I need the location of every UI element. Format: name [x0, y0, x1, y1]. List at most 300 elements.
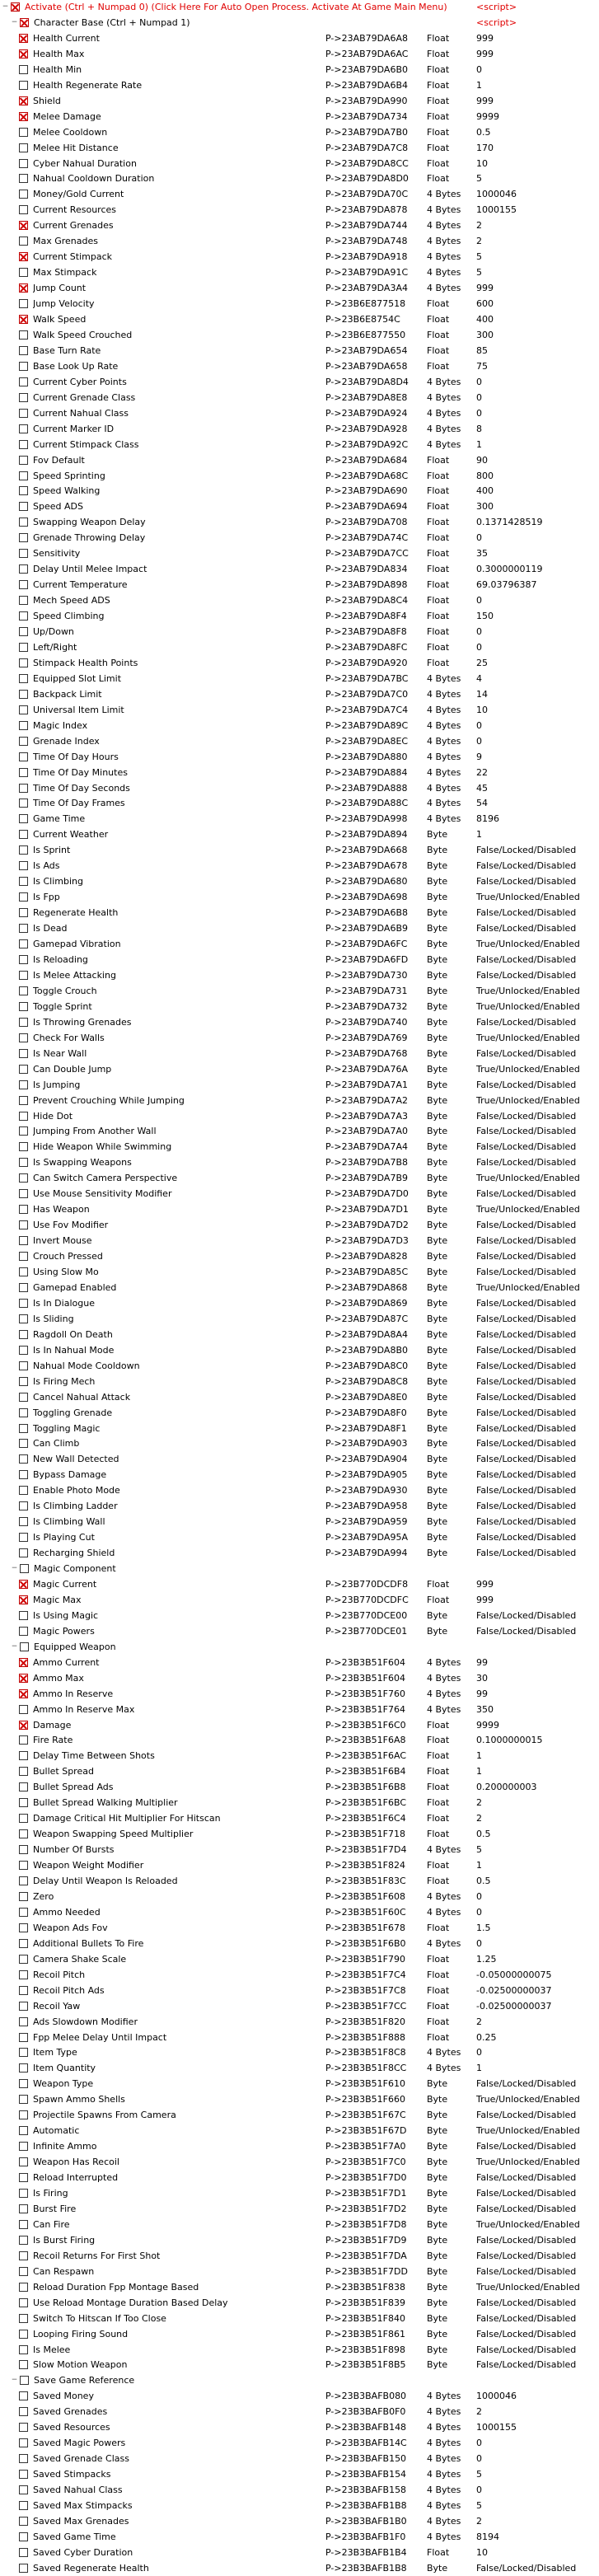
inactive-checkbox[interactable] — [19, 2283, 28, 2292]
table-row[interactable] — [0, 78, 599, 93]
table-row[interactable] — [0, 1155, 599, 1170]
row-value[interactable]: True/Unlocked/Enabled — [476, 2281, 580, 2293]
row-value[interactable]: 350 — [476, 1703, 494, 1715]
row-value[interactable]: -0.02500000037 — [476, 1984, 552, 1996]
table-row[interactable] — [0, 766, 599, 780]
inactive-checkbox[interactable] — [19, 1705, 28, 1714]
inactive-checkbox[interactable] — [19, 549, 28, 558]
inactive-checkbox[interactable] — [19, 2314, 28, 2323]
row-value[interactable]: 300 — [476, 501, 494, 513]
table-row[interactable] — [0, 984, 599, 999]
inactive-checkbox[interactable] — [19, 2345, 28, 2354]
row-value[interactable]: 999 — [476, 48, 494, 59]
row-value[interactable]: False/Locked/Disabled — [476, 1375, 577, 1387]
row-value[interactable]: False/Locked/Disabled — [476, 1141, 577, 1153]
row-value[interactable]: False/Locked/Disabled — [476, 2562, 577, 2574]
inactive-checkbox[interactable] — [19, 2142, 28, 2151]
table-row[interactable] — [0, 796, 599, 811]
inactive-checkbox[interactable] — [19, 643, 28, 652]
table-row[interactable] — [0, 953, 599, 967]
table-row[interactable] — [0, 1109, 599, 1124]
active-checkbox[interactable] — [19, 1658, 28, 1667]
collapse-toggle-icon[interactable]: − — [11, 17, 18, 26]
table-row[interactable] — [0, 1421, 599, 1436]
table-row[interactable] — [0, 2077, 599, 2091]
table-row[interactable] — [0, 593, 599, 608]
row-value[interactable]: <script> — [476, 16, 517, 28]
inactive-checkbox[interactable] — [19, 65, 28, 74]
inactive-checkbox[interactable] — [19, 1189, 28, 1198]
inactive-checkbox[interactable] — [19, 1252, 28, 1261]
inactive-checkbox[interactable] — [19, 486, 28, 495]
row-value[interactable]: 0 — [476, 595, 482, 607]
table-row[interactable] — [0, 2296, 599, 2311]
table-row[interactable] — [0, 906, 599, 920]
inactive-checkbox[interactable] — [19, 2079, 28, 2088]
table-row[interactable] — [0, 1375, 599, 1389]
table-row[interactable] — [0, 2155, 599, 2170]
table-row[interactable] — [0, 827, 599, 842]
row-value[interactable]: True/Unlocked/Enabled — [476, 2157, 580, 2168]
row-value[interactable]: 800 — [476, 470, 494, 481]
row-value[interactable]: 0 — [476, 719, 482, 731]
table-row[interactable] — [0, 2030, 599, 2045]
row-value[interactable]: 75 — [476, 360, 488, 372]
table-row[interactable] — [0, 203, 599, 218]
table-row[interactable] — [0, 1249, 599, 1264]
table-row[interactable] — [0, 2546, 599, 2560]
inactive-checkbox[interactable] — [19, 533, 28, 542]
table-row[interactable] — [0, 2311, 599, 2326]
inactive-checkbox[interactable] — [19, 1782, 28, 1791]
inactive-checkbox[interactable] — [19, 1986, 28, 1995]
table-row[interactable] — [0, 546, 599, 561]
row-value[interactable]: 99 — [476, 1656, 488, 1668]
inactive-checkbox[interactable] — [19, 1173, 28, 1183]
row-value[interactable]: False/Locked/Disabled — [476, 2344, 577, 2355]
row-value[interactable]: True/Unlocked/Enabled — [476, 1204, 580, 1215]
table-row[interactable] — [0, 1921, 599, 1936]
row-value[interactable]: 22 — [476, 766, 488, 778]
active-checkbox[interactable] — [19, 221, 28, 230]
inactive-checkbox[interactable] — [19, 1533, 28, 1542]
row-value[interactable]: True/Unlocked/Enabled — [476, 2218, 580, 2230]
inactive-checkbox[interactable] — [19, 1112, 28, 1121]
table-row[interactable] — [0, 687, 599, 702]
inactive-checkbox[interactable] — [19, 2189, 28, 2198]
table-row[interactable] — [0, 1952, 599, 1967]
inactive-checkbox[interactable] — [19, 1548, 28, 1557]
inactive-checkbox[interactable] — [19, 2126, 28, 2135]
table-row[interactable] — [0, 438, 599, 452]
table-row[interactable] — [0, 1640, 599, 1655]
inactive-checkbox[interactable] — [19, 752, 28, 761]
row-value[interactable]: 999 — [476, 95, 494, 106]
inactive-checkbox[interactable] — [19, 1283, 28, 1292]
inactive-checkbox[interactable] — [19, 1236, 28, 1245]
table-row[interactable] — [0, 157, 599, 171]
row-value[interactable]: 5 — [476, 251, 482, 263]
inactive-checkbox[interactable] — [19, 1424, 28, 1433]
row-value[interactable]: 150 — [476, 611, 494, 621]
row-value[interactable]: 1000046 — [476, 2391, 517, 2402]
inactive-checkbox[interactable] — [19, 2204, 28, 2213]
inactive-checkbox[interactable] — [19, 939, 28, 948]
row-value[interactable]: 0 — [476, 2485, 482, 2495]
row-value[interactable]: 400 — [476, 485, 494, 497]
table-row[interactable] — [0, 2015, 599, 2030]
inactive-checkbox[interactable] — [19, 299, 28, 308]
row-value[interactable]: True/Unlocked/Enabled — [476, 1000, 580, 1012]
active-checkbox[interactable] — [11, 2, 20, 12]
table-row[interactable] — [0, 2061, 599, 2076]
inactive-checkbox[interactable] — [19, 1939, 28, 1948]
inactive-checkbox[interactable] — [19, 596, 28, 605]
table-row[interactable] — [0, 1733, 599, 1748]
table-row[interactable] — [0, 874, 599, 889]
inactive-checkbox[interactable] — [19, 2517, 28, 2526]
inactive-checkbox[interactable] — [19, 955, 28, 964]
row-value[interactable]: False/Locked/Disabled — [476, 969, 577, 981]
row-value[interactable]: False/Locked/Disabled — [476, 2250, 577, 2261]
table-row[interactable] — [0, 515, 599, 530]
inactive-checkbox[interactable] — [19, 1126, 28, 1136]
table-row[interactable] — [0, 1406, 599, 1421]
inactive-checkbox[interactable] — [19, 2002, 28, 2011]
inactive-checkbox[interactable] — [19, 2063, 28, 2073]
row-value[interactable]: 54 — [476, 798, 488, 809]
table-row[interactable] — [0, 250, 599, 265]
inactive-checkbox[interactable] — [19, 409, 28, 418]
row-value[interactable]: True/Unlocked/Enabled — [476, 892, 580, 903]
table-row[interactable] — [0, 1296, 599, 1311]
table-row[interactable] — [0, 2265, 599, 2279]
inactive-checkbox[interactable] — [19, 2501, 28, 2510]
active-checkbox[interactable] — [19, 315, 28, 324]
inactive-checkbox[interactable] — [19, 1033, 28, 1042]
inactive-checkbox[interactable] — [19, 1627, 28, 1636]
table-row[interactable] — [0, 2233, 599, 2248]
table-row[interactable] — [0, 312, 599, 327]
table-row[interactable] — [0, 469, 599, 484]
table-row[interactable] — [0, 1827, 599, 1842]
table-row[interactable] — [0, 1999, 599, 2014]
row-value[interactable]: 8 — [476, 423, 482, 434]
inactive-checkbox[interactable] — [19, 674, 28, 683]
inactive-checkbox[interactable] — [19, 830, 28, 839]
inactive-checkbox[interactable] — [19, 1751, 28, 1760]
table-row[interactable] — [0, 1343, 599, 1358]
table-row[interactable] — [0, 1687, 599, 1702]
row-value[interactable]: 0.5 — [476, 1876, 491, 1886]
inactive-checkbox[interactable] — [19, 1486, 28, 1495]
table-row[interactable] — [0, 187, 599, 202]
table-row[interactable] — [0, 1858, 599, 1873]
table-row[interactable] — [0, 1218, 599, 1233]
row-value[interactable]: 0.5 — [476, 1829, 491, 1840]
active-checkbox[interactable] — [19, 96, 28, 105]
table-row[interactable] — [0, 640, 599, 655]
table-row[interactable] — [0, 499, 599, 514]
inactive-checkbox[interactable] — [19, 456, 28, 465]
row-value[interactable]: -0.05000000075 — [476, 1969, 552, 1980]
inactive-checkbox[interactable] — [19, 502, 28, 511]
row-value[interactable]: False/Locked/Disabled — [476, 860, 577, 872]
table-row[interactable] — [0, 2373, 599, 2388]
row-value[interactable]: False/Locked/Disabled — [476, 1297, 577, 1309]
row-value[interactable]: False/Locked/Disabled — [476, 1267, 577, 1277]
inactive-checkbox[interactable] — [19, 1955, 28, 1964]
table-row[interactable] — [0, 656, 599, 671]
inactive-checkbox[interactable] — [19, 2251, 28, 2260]
row-value[interactable]: False/Locked/Disabled — [476, 2188, 577, 2199]
row-value[interactable]: 999 — [476, 1578, 494, 1590]
row-value[interactable]: 30 — [476, 1672, 488, 1684]
active-checkbox[interactable] — [19, 112, 28, 121]
table-row[interactable] — [0, 1031, 599, 1046]
row-value[interactable]: 1 — [476, 1860, 482, 1871]
inactive-checkbox[interactable] — [19, 705, 28, 714]
row-value[interactable]: 1 — [476, 2063, 482, 2074]
table-row[interactable] — [0, 2186, 599, 2201]
table-row[interactable] — [0, 1062, 599, 1077]
row-value[interactable]: 0.1000000015 — [476, 1735, 543, 1746]
table-row[interactable] — [0, 1671, 599, 1686]
inactive-checkbox[interactable] — [19, 143, 28, 152]
row-value[interactable]: <script> — [476, 2, 517, 12]
table-row[interactable] — [0, 1000, 599, 1014]
inactive-checkbox[interactable] — [19, 1439, 28, 1448]
table-row[interactable] — [0, 1015, 599, 1030]
table-row[interactable] — [0, 921, 599, 936]
row-value[interactable]: 0 — [476, 2453, 482, 2465]
table-row[interactable] — [0, 1703, 599, 1717]
inactive-checkbox[interactable] — [19, 471, 28, 480]
inactive-checkbox[interactable] — [19, 2454, 28, 2463]
row-value[interactable]: 85 — [476, 344, 488, 356]
inactive-checkbox[interactable] — [19, 2532, 28, 2541]
table-row[interactable] — [0, 2092, 599, 2107]
inactive-checkbox[interactable] — [19, 128, 28, 137]
row-value[interactable]: 1 — [476, 1766, 482, 1777]
inactive-checkbox[interactable] — [19, 658, 28, 667]
inactive-checkbox[interactable] — [19, 1970, 28, 1979]
row-value[interactable]: 0 — [476, 532, 482, 544]
row-value[interactable]: False/Locked/Disabled — [476, 845, 577, 856]
table-row[interactable] — [0, 1187, 599, 1201]
inactive-checkbox[interactable] — [19, 346, 28, 355]
table-row[interactable] — [0, 2436, 599, 2451]
table-row[interactable] — [0, 2405, 599, 2419]
table-row[interactable] — [0, 422, 599, 437]
inactive-checkbox[interactable] — [20, 1642, 29, 1651]
inactive-checkbox[interactable] — [19, 2423, 28, 2432]
row-value[interactable]: False/Locked/Disabled — [476, 876, 577, 888]
inactive-checkbox[interactable] — [19, 2236, 28, 2245]
row-value[interactable]: -0.02500000037 — [476, 2000, 552, 2012]
row-value[interactable]: 0 — [476, 735, 482, 747]
row-value[interactable]: 0 — [476, 1906, 482, 1918]
row-value[interactable]: True/Unlocked/Enabled — [476, 2094, 580, 2105]
table-row[interactable] — [0, 47, 599, 62]
table-row[interactable] — [0, 391, 599, 405]
row-value[interactable]: 45 — [476, 782, 488, 794]
inactive-checkbox[interactable] — [19, 393, 28, 402]
table-row[interactable] — [0, 2280, 599, 2295]
inactive-checkbox[interactable] — [19, 174, 28, 183]
table-row[interactable] — [0, 1764, 599, 1779]
inactive-checkbox[interactable] — [19, 1829, 28, 1838]
table-row[interactable] — [0, 1281, 599, 1295]
table-row[interactable] — [0, 1124, 599, 1139]
row-value[interactable]: 0.1371428519 — [476, 517, 543, 528]
row-value[interactable]: 5 — [476, 2500, 482, 2511]
inactive-checkbox[interactable] — [19, 159, 28, 168]
inactive-checkbox[interactable] — [19, 1408, 28, 1417]
inactive-checkbox[interactable] — [19, 190, 28, 199]
inactive-checkbox[interactable] — [19, 1220, 28, 1229]
row-value[interactable]: False/Locked/Disabled — [476, 1391, 577, 1403]
table-row[interactable] — [0, 937, 599, 952]
inactive-checkbox[interactable] — [19, 564, 28, 574]
table-row[interactable] — [0, 1328, 599, 1342]
table-row[interactable] — [0, 781, 599, 796]
inactive-checkbox[interactable] — [19, 721, 28, 730]
row-value[interactable]: 0.5 — [476, 126, 491, 138]
inactive-checkbox[interactable] — [19, 814, 28, 823]
row-value[interactable]: 10 — [476, 157, 488, 169]
table-row[interactable] — [0, 1530, 599, 1545]
inactive-checkbox[interactable] — [19, 2017, 28, 2026]
collapse-toggle-icon[interactable]: − — [11, 2376, 18, 2385]
row-value[interactable]: 1000046 — [476, 189, 517, 200]
row-value[interactable]: False/Locked/Disabled — [476, 2328, 577, 2339]
inactive-checkbox[interactable] — [19, 2485, 28, 2494]
row-value[interactable]: 8196 — [476, 813, 499, 825]
row-value[interactable]: 0 — [476, 376, 482, 387]
table-row[interactable] — [0, 16, 599, 30]
inactive-checkbox[interactable] — [19, 924, 28, 933]
row-value[interactable]: 2 — [476, 1813, 482, 1824]
inactive-checkbox[interactable] — [19, 784, 28, 793]
row-value[interactable]: 8194 — [476, 2531, 499, 2542]
inactive-checkbox[interactable] — [19, 1377, 28, 1386]
row-value[interactable]: 0.200000003 — [476, 1782, 537, 1793]
row-value[interactable]: False/Locked/Disabled — [476, 2141, 577, 2152]
row-value[interactable]: 0 — [476, 1890, 482, 1902]
inactive-checkbox[interactable] — [19, 1861, 28, 1870]
inactive-checkbox[interactable] — [19, 2095, 28, 2104]
row-value[interactable]: True/Unlocked/Enabled — [476, 939, 580, 949]
table-row[interactable] — [0, 2249, 599, 2264]
table-row[interactable] — [0, 734, 599, 749]
row-value[interactable]: False/Locked/Disabled — [476, 2359, 577, 2371]
table-row[interactable] — [0, 328, 599, 343]
row-value[interactable]: 10 — [476, 2546, 488, 2558]
table-row[interactable] — [0, 1436, 599, 1451]
inactive-checkbox[interactable] — [19, 1346, 28, 1355]
inactive-checkbox[interactable] — [19, 2330, 28, 2339]
inactive-checkbox[interactable] — [19, 1454, 28, 1464]
inactive-checkbox[interactable] — [19, 2407, 28, 2416]
table-row[interactable] — [0, 968, 599, 983]
inactive-checkbox[interactable] — [19, 1876, 28, 1885]
table-row[interactable] — [0, 110, 599, 124]
table-row[interactable] — [0, 859, 599, 873]
row-value[interactable]: False/Locked/Disabled — [476, 1501, 577, 1512]
row-value[interactable]: 9 — [476, 751, 482, 762]
row-value[interactable]: 400 — [476, 314, 494, 325]
row-value[interactable]: True/Unlocked/Enabled — [476, 1063, 580, 1075]
table-row[interactable] — [0, 1047, 599, 1061]
row-value[interactable]: 170 — [476, 142, 494, 153]
inactive-checkbox[interactable] — [19, 2267, 28, 2276]
table-row[interactable] — [0, 1390, 599, 1405]
row-value[interactable]: False/Locked/Disabled — [476, 1469, 577, 1481]
table-row[interactable] — [0, 1562, 599, 1576]
row-value[interactable]: 1 — [476, 438, 482, 450]
row-value[interactable]: 1000155 — [476, 204, 517, 216]
table-row[interactable] — [0, 703, 599, 718]
row-value[interactable]: True/Unlocked/Enabled — [476, 1094, 580, 1106]
row-value[interactable]: False/Locked/Disabled — [476, 2172, 577, 2183]
table-row[interactable] — [0, 2124, 599, 2138]
inactive-checkbox[interactable] — [19, 1080, 28, 1089]
row-value[interactable]: True/Unlocked/Enabled — [476, 985, 580, 996]
row-value[interactable]: False/Locked/Disabled — [476, 1047, 577, 1059]
row-value[interactable]: False/Locked/Disabled — [476, 1328, 577, 1340]
row-value[interactable]: False/Locked/Disabled — [476, 1485, 577, 1496]
row-value[interactable]: 5 — [476, 2469, 482, 2480]
table-row[interactable] — [0, 1609, 599, 1623]
inactive-checkbox[interactable] — [19, 1892, 28, 1901]
row-value[interactable]: 300 — [476, 329, 494, 340]
row-value[interactable]: False/Locked/Disabled — [476, 1548, 577, 1558]
inactive-checkbox[interactable] — [19, 627, 28, 636]
inactive-checkbox[interactable] — [19, 1908, 28, 1917]
table-row[interactable] — [0, 1624, 599, 1639]
table-row[interactable] — [0, 1718, 599, 1733]
row-value[interactable]: False/Locked/Disabled — [476, 2265, 577, 2277]
active-checkbox[interactable] — [19, 1595, 28, 1604]
table-row[interactable] — [0, 281, 599, 296]
inactive-checkbox[interactable] — [19, 330, 28, 340]
row-value[interactable]: 5 — [476, 1844, 482, 1856]
inactive-checkbox[interactable] — [19, 2033, 28, 2042]
inactive-checkbox[interactable] — [19, 362, 28, 371]
inactive-checkbox[interactable] — [19, 1501, 28, 1510]
table-row[interactable] — [0, 812, 599, 827]
inactive-checkbox[interactable] — [19, 2157, 28, 2166]
inactive-checkbox[interactable] — [19, 1393, 28, 1402]
table-row[interactable] — [0, 562, 599, 577]
row-value[interactable]: 25 — [476, 657, 488, 668]
inactive-checkbox[interactable] — [19, 2564, 28, 2573]
row-value[interactable]: 0 — [476, 2047, 482, 2058]
table-row[interactable] — [0, 2561, 599, 2576]
inactive-checkbox[interactable] — [20, 1564, 29, 1573]
row-value[interactable]: 2 — [476, 2515, 482, 2527]
table-row[interactable] — [0, 63, 599, 77]
row-value[interactable]: 2 — [476, 2016, 482, 2027]
row-value[interactable]: 0 — [476, 407, 482, 419]
collapse-toggle-icon[interactable]: − — [11, 1642, 18, 1651]
table-row[interactable] — [0, 1749, 599, 1763]
active-checkbox[interactable] — [19, 252, 28, 261]
inactive-checkbox[interactable] — [19, 1923, 28, 1932]
table-row[interactable] — [0, 2530, 599, 2545]
table-row[interactable] — [0, 1359, 599, 1374]
